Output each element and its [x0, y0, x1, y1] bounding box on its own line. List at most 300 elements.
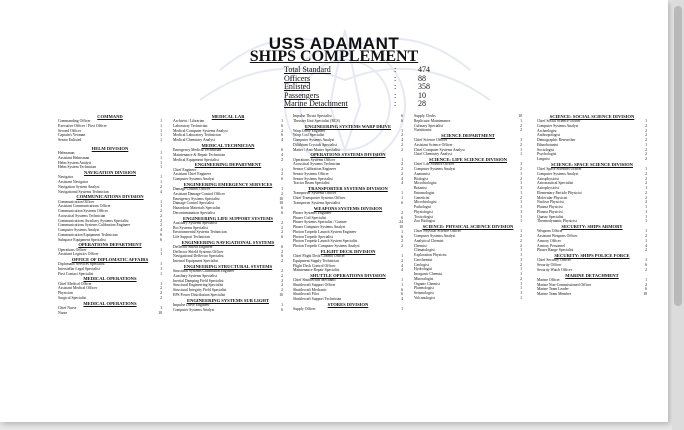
position-count: 2: [645, 147, 647, 152]
section-heading: SECURITY: SHIPS ARMORY: [561, 224, 623, 230]
position-count: 2: [520, 167, 522, 172]
position-title: Life Support Technician: [173, 235, 210, 240]
position-title: Executive Officer / First Officer: [58, 123, 107, 128]
position-count: 2: [401, 210, 403, 215]
position-title: Inertial Damping Field Specialist: [173, 278, 224, 283]
position-count: 2: [645, 176, 647, 181]
position-title: Transporter Systems Officer: [293, 191, 337, 196]
section-heading: SCIENCE: LIFE SCIENCE DIVISION: [429, 157, 507, 163]
position-count: 2: [160, 223, 162, 228]
position-count: 4: [281, 138, 283, 143]
position-count: 4: [401, 138, 403, 143]
position-title: Chief Social Science Officer: [537, 119, 581, 124]
position-count: 10: [279, 196, 283, 201]
position-count: 2: [645, 267, 647, 272]
position-count: 1: [520, 253, 522, 258]
position-title: Assistant Science Officer: [414, 142, 453, 147]
position-title: Surgical Specialist: [58, 295, 87, 300]
position-title: Deflector Shield Engineer: [173, 244, 213, 249]
position-count: 1: [160, 247, 162, 252]
position-title: Helm System Analyst: [58, 160, 92, 165]
position-title: Phaser Coil Specialist: [293, 215, 327, 220]
position-title: Chief Life Science Officer: [414, 162, 455, 167]
position-title: Psychologist: [537, 152, 557, 157]
position-count: 2: [401, 162, 403, 167]
position-title: Auxiliary Systems Specialist: [173, 273, 217, 278]
position-count: 1: [520, 248, 522, 253]
section-heading: MEDICAL OPERATIONS: [83, 300, 137, 306]
summary-value: 10: [418, 90, 426, 100]
position-title: Tractor Beam Specialist: [293, 181, 330, 186]
position-title: Supply Officer: [293, 307, 316, 312]
position-title: Acoustical Systems Technician: [58, 213, 106, 218]
position-title: Geneticist: [414, 195, 430, 200]
position-title: Exploration Physicist: [414, 253, 447, 258]
position-count: 2: [160, 209, 162, 214]
position-title: Chief Computer Systems Analyst: [414, 147, 465, 152]
summary-separator: :: [394, 73, 397, 83]
position-count: 2: [645, 248, 647, 253]
scrollbar-thumb[interactable]: [674, 6, 682, 306]
position-count: 1: [160, 271, 162, 276]
position-count: 1: [645, 238, 647, 243]
position-count: 2: [520, 176, 522, 181]
section-heading: SCIENCE: SPACE SCIENCE DIVISION: [551, 161, 633, 167]
position-title: Organic Chemist: [414, 281, 440, 286]
section-heading: ENGINEERING STRUCTURAL SYSTEMS: [183, 263, 273, 269]
position-title: Maintenance Repair Specialist: [293, 268, 340, 273]
position-count: 2: [645, 190, 647, 195]
position-count: 1: [520, 291, 522, 296]
complement-summary: [284, 66, 444, 109]
position-count: 2: [281, 220, 283, 225]
position-title: Chief Medical Officer: [58, 281, 92, 286]
position-count: 1: [520, 171, 522, 176]
position-count: 2: [281, 249, 283, 254]
position-count: 2: [645, 282, 647, 287]
position-count: 1: [401, 307, 403, 312]
position-title: Toxicologist: [414, 214, 433, 219]
position-count: 1: [160, 138, 162, 143]
position-count: 2: [160, 218, 162, 223]
position-count: 1: [645, 219, 647, 224]
position-title: Equipment Supply Technician: [293, 258, 339, 263]
position-count: 2: [281, 288, 283, 293]
position-title: Phaser Systems Specialist / Gunner: [293, 220, 347, 225]
position-title: Navigational Deflector Specialist: [173, 254, 224, 259]
position-count: 1: [645, 209, 647, 214]
position-count: 1: [645, 142, 647, 147]
position-count: 2: [520, 276, 522, 281]
position-count: 1: [160, 128, 162, 133]
position-title: Botanist: [414, 186, 427, 191]
position-count: 1: [520, 295, 522, 300]
position-title: Navigation System Analyst: [58, 184, 100, 189]
position-count: 1: [520, 209, 522, 214]
position-title: Structural Systems Calibration Engineer: [173, 269, 235, 274]
position-count: 1: [520, 205, 522, 210]
position-count: 6: [645, 263, 647, 268]
position-title: Hydrologist: [414, 267, 433, 272]
position-title: Sociologist: [537, 147, 555, 152]
position-title: Dilithium Crystals Specialist: [293, 142, 337, 147]
position-title: Climatologist: [414, 248, 435, 253]
position-title: Assistant Logistics Officer: [58, 252, 99, 257]
position-title: Communication Officer: [58, 199, 95, 204]
position-title: Acoustical Systems Technician: [293, 162, 341, 167]
position-count: 1: [520, 181, 522, 186]
position-count: 1: [160, 123, 162, 128]
summary-label: Total Standard: [284, 65, 331, 74]
section-heading: SHUTTLE OPERATIONS DIVISION: [310, 273, 386, 279]
position-title: Chief Shuttlecraft Mechanic: [293, 278, 337, 283]
position-count: 1: [645, 119, 647, 124]
position-count: 2: [401, 142, 403, 147]
position-title: Geologist: [414, 262, 429, 267]
vertical-scrollbar[interactable]: [672, 0, 684, 430]
position-count: 6: [401, 292, 403, 297]
position-count: 2: [520, 123, 522, 128]
position-title: Physiologist: [414, 209, 433, 214]
position-count: 1: [160, 252, 162, 257]
section-heading: OFFICE OF DIPLOMATIC AFFAIRS: [71, 257, 149, 263]
position-count: 1: [520, 214, 522, 219]
section-heading: TRANSPORTER SYSTEMS DIVISION: [308, 186, 388, 192]
position-count: 1: [160, 151, 162, 156]
position-title: Assistant Chief Engineer: [173, 172, 211, 177]
position-count: 1: [281, 302, 283, 307]
position-count: 1: [160, 204, 162, 209]
roster-row: [537, 292, 647, 297]
position-count: 2: [401, 133, 403, 138]
position-count: 1: [645, 277, 647, 282]
position-title: Anatomist: [414, 171, 430, 176]
position-count: 1: [520, 281, 522, 286]
position-count: 2: [160, 291, 162, 296]
position-title: Computer Systems Analyst: [173, 177, 215, 182]
position-title: Replicator Maintenance: [414, 118, 451, 123]
roster-column-2: [173, 114, 283, 312]
position-title: Security Officer: [537, 263, 562, 268]
position-count: 6: [401, 200, 403, 205]
position-title: Auxiliary Systems Specialist: [173, 220, 217, 225]
position-count: 1: [520, 229, 522, 234]
position-title: Shuttlecraft Mechanic: [293, 287, 327, 292]
position-count: 24: [399, 220, 403, 225]
position-title: Astrophysicist: [537, 176, 559, 181]
document-title: SHIPS COMPLEMENT: [249, 48, 419, 65]
position-count: 2: [281, 191, 283, 196]
roster-column-1: [58, 114, 162, 315]
position-count: 1: [160, 281, 162, 286]
position-count: 2: [281, 259, 283, 264]
position-count: 1: [401, 128, 403, 133]
position-title: Photon Torpedo Specialist: [293, 234, 333, 239]
position-title: First Contact Specialist: [58, 271, 94, 276]
position-title: Medical Laboratory Technician: [173, 133, 221, 138]
position-count: 2: [281, 278, 283, 283]
position-count: 1: [645, 214, 647, 219]
section-heading: ENGINEERING SYSTEMS SUB LIGHT: [186, 297, 270, 303]
position-count: 10: [518, 114, 522, 118]
position-count: 1: [160, 262, 162, 267]
position-title: Emergency Medical Technician: [173, 148, 222, 153]
position-count: 6: [281, 244, 283, 249]
position-title: Structural Integrity Field Specialist: [173, 288, 227, 293]
position-title: Subspace Equipment Specialist: [58, 237, 106, 242]
position-count: 2: [645, 181, 647, 186]
position-count: 2: [281, 172, 283, 177]
position-title: Bio Systems Specialist: [173, 225, 208, 230]
position-count: 2: [401, 167, 403, 172]
position-title: Phaser Computer Systems Analyst: [293, 225, 346, 230]
summary-label: Officers: [284, 73, 311, 83]
position-count: 2: [281, 273, 283, 278]
position-title: Thermodynamic Physicist: [537, 219, 577, 224]
position-title: Marine Team Member: [537, 292, 572, 297]
position-title: Plasma Physicist: [537, 205, 563, 210]
summary-value: 28: [418, 99, 426, 109]
position-count: 6: [281, 148, 283, 153]
summary-separator: :: [394, 99, 397, 109]
position-title: Elementary Particle Physicist: [537, 190, 582, 195]
position-title: Communication Systems Officer: [58, 209, 108, 214]
position-title: Transporter Systems Specialist: [293, 200, 340, 205]
position-count: 1: [401, 282, 403, 287]
position-count: 6: [281, 206, 283, 211]
position-count: 1: [520, 162, 522, 167]
position-count: 4: [645, 243, 647, 248]
section-heading: ENGINEERING LIFE SUPPORT SYSTEMS: [183, 215, 273, 221]
position-title: Sensor Calibration Engineer: [293, 167, 337, 172]
summary-separator: :: [394, 82, 397, 92]
position-count: 6: [645, 287, 647, 292]
position-title: Communications Systems Calibration Engineer: [58, 223, 131, 228]
position-count: 1: [520, 267, 522, 272]
position-title: Phaser Systems Engineer: [293, 210, 332, 215]
position-count: 6: [281, 210, 283, 215]
position-title: Culinary Specialist: [414, 123, 443, 128]
position-title: Weapons Officer: [537, 229, 563, 234]
position-count: 2: [645, 128, 647, 133]
section-heading: COMMUNICATIONS DIVISION: [76, 194, 144, 200]
roster-row: [414, 296, 522, 301]
position-count: 1: [160, 155, 162, 160]
position-title: Phaser Range Specialist: [537, 248, 574, 253]
summary-label: Passengers: [284, 90, 320, 100]
position-title: Decontamination Specialist: [173, 210, 215, 215]
position-count: 1: [520, 219, 522, 224]
position-count: 1: [401, 254, 403, 259]
position-count: 1: [401, 229, 403, 234]
section-heading: WEAPONS SYSTEMS DIVISION: [313, 205, 383, 211]
position-count: 6: [281, 254, 283, 259]
position-count: 1: [520, 200, 522, 205]
position-count: 2: [401, 239, 403, 244]
position-title: Marine Non-Commissioned Officer: [537, 282, 592, 287]
position-count: 6: [281, 133, 283, 138]
position-count: 1: [401, 278, 403, 283]
position-count: 2: [520, 142, 522, 147]
section-heading: OPERATIONS DEPARTMENT: [78, 242, 142, 248]
position-title: Chief Engineer: [173, 167, 197, 172]
position-count: 2: [520, 238, 522, 243]
position-count: 2: [645, 171, 647, 176]
position-title: Marine Team Leader: [537, 287, 569, 292]
position-title: Ethnobotanist: [537, 142, 559, 147]
position-count: 10: [279, 292, 283, 297]
position-title: Sensor Systems Specialist: [293, 176, 333, 181]
position-count: 1: [281, 167, 283, 172]
position-count: 1: [645, 229, 647, 234]
position-count: 1: [160, 266, 162, 271]
position-count: 2: [281, 225, 283, 230]
summary-label: Marine Detachment: [284, 99, 348, 109]
position-count: 4: [401, 181, 403, 186]
position-title: Captain's Yeoman: [58, 133, 86, 138]
position-count: 1: [520, 147, 522, 152]
position-count: 1: [160, 133, 162, 138]
position-title: Emergency Systems Specialist: [173, 196, 220, 201]
position-count: 4: [401, 176, 403, 181]
position-count: 1: [520, 257, 522, 262]
position-title: Photon Torpedo Launch System Engineer: [293, 229, 357, 234]
position-count: 1: [645, 258, 647, 263]
position-title: Chief Physical Science Officer: [414, 229, 461, 234]
position-title: Internal Equipment Specialist: [173, 259, 219, 264]
position-title: Computer Systems Analyst: [173, 307, 215, 312]
position-count: 1: [520, 118, 522, 123]
position-count: 4: [401, 297, 403, 302]
position-title: Molecular Physicist: [537, 195, 568, 200]
position-count: 2: [281, 157, 283, 162]
position-count: 1: [645, 167, 647, 172]
section-heading: SCIENCE: SOCIAL SCIENCE DIVISION: [549, 114, 635, 119]
position-title: Medical Chemistry Analyst: [173, 138, 215, 143]
position-title: Navigator: [58, 175, 74, 180]
position-count: 2: [160, 286, 162, 291]
position-title: Warp Coil Specialist: [293, 133, 325, 138]
position-count: 1: [160, 180, 162, 185]
position-count: 2: [520, 243, 522, 248]
position-title: Analytical Chemist: [414, 238, 444, 243]
section-heading: HELM DIVISION: [91, 145, 129, 151]
position-title: Photon Torpedo Computer Systems Analyst: [293, 244, 360, 249]
position-count: 2: [645, 200, 647, 205]
position-title: Second Officer: [58, 128, 82, 133]
position-count: 2: [645, 138, 647, 143]
section-heading: FLIGHT DECK DIVISION: [320, 248, 376, 254]
position-title: Computer Systems Analyst: [414, 167, 456, 172]
section-heading: SECURITY: SHIPS POLICE FORCE: [554, 253, 630, 259]
position-title: EPS Power Distribution Specialist: [173, 292, 226, 297]
position-title: Warp Drive Engineer: [293, 128, 326, 133]
position-title: Damage Control Officer: [173, 187, 211, 192]
position-title: Communication Equipment Technician: [58, 232, 118, 237]
section-heading: MEDICAL LAB: [211, 114, 245, 119]
position-count: 2: [645, 234, 647, 239]
position-count: 6: [160, 237, 162, 242]
roster-column-3: [293, 114, 403, 312]
position-title: Photon Torpedo Launch System Specialist: [293, 239, 358, 244]
position-title: Deflector Shield Systems Officer: [173, 249, 224, 254]
position-count: 6: [401, 118, 403, 123]
section-heading: OPERATIONS SYSTEMS DIVISION: [310, 152, 386, 158]
position-title: Structural Engineering Specialist: [173, 283, 224, 288]
summary-value: 358: [418, 82, 430, 92]
position-count: 10: [399, 225, 403, 230]
position-title: Biologist: [414, 176, 428, 181]
position-count: 2: [520, 128, 522, 133]
position-count: 10: [158, 310, 162, 315]
roster-column-5: [537, 114, 647, 297]
position-title: Damage Control Specialist: [173, 201, 214, 206]
position-title: Security Watch Officer: [537, 267, 572, 272]
position-title: Nurse: [58, 310, 68, 315]
position-count: 2: [401, 147, 403, 152]
summary-separator: :: [394, 65, 397, 74]
position-title: Medical Computer Systems Analyst: [173, 128, 228, 133]
position-title: Armory Personnel: [537, 243, 565, 248]
position-title: Assistant Weapons Officer: [537, 234, 578, 239]
position-title: Commanding Officer: [58, 119, 91, 124]
position-count: 1: [160, 165, 162, 170]
position-title: Nuclear Physicist: [537, 200, 564, 205]
position-title: Physician: [58, 291, 73, 296]
position-title: Hazardous Materials Specialist: [173, 206, 221, 211]
position-title: Computer Systems Analyst: [537, 123, 579, 128]
position-title: Shuttlecraft Support Technician: [293, 297, 342, 302]
section-heading: COMMAND: [97, 114, 123, 119]
position-count: 6: [281, 123, 283, 128]
position-title: Assistant Communications Officer: [58, 204, 111, 209]
position-count: 2: [645, 195, 647, 200]
position-count: 6: [160, 232, 162, 237]
position-title: Diplomatic Services Specialist: [58, 262, 105, 267]
position-title: Astrophysicist: [537, 186, 559, 191]
position-title: Mineralogist: [414, 276, 434, 281]
position-count: 1: [645, 186, 647, 191]
position-title: Helmsman: [58, 151, 75, 156]
position-title: Flight Deck Control Officer: [293, 263, 336, 268]
position-title: Assistant Helmsman: [58, 155, 90, 160]
position-count: 1: [281, 119, 283, 124]
position-count: 6: [281, 177, 283, 182]
position-title: Computer Systems Analyst: [58, 228, 100, 233]
position-count: 6: [401, 114, 403, 118]
position-title: Chief Security Officer: [537, 258, 571, 263]
position-count: 4: [401, 268, 403, 273]
position-title: Sensor Systems Officer: [293, 171, 329, 176]
position-count: 1: [160, 175, 162, 180]
position-count: 2: [160, 184, 162, 189]
position-count: 4: [401, 263, 403, 268]
summary-separator: :: [394, 90, 397, 100]
position-count: 1: [520, 152, 522, 157]
position-count: 2: [645, 157, 647, 162]
position-title: Maintenance & Repair Technician: [173, 152, 226, 157]
position-title: Chief Transporter Systems Officer: [293, 196, 346, 201]
position-count: 2: [645, 123, 647, 128]
position-count: 4: [281, 152, 283, 157]
position-title: Entomologist: [414, 190, 435, 195]
position-title: Operations Officer: [58, 247, 87, 252]
position-title: Impulse Thrust Specialist: [293, 114, 332, 118]
position-title: Chief Chemistry Analyst: [414, 152, 452, 157]
section-heading: STORES DIVISION: [327, 301, 369, 307]
position-title: Assistant Navigator: [58, 180, 89, 185]
position-title: Interstellar Legal Specialist: [58, 266, 100, 271]
